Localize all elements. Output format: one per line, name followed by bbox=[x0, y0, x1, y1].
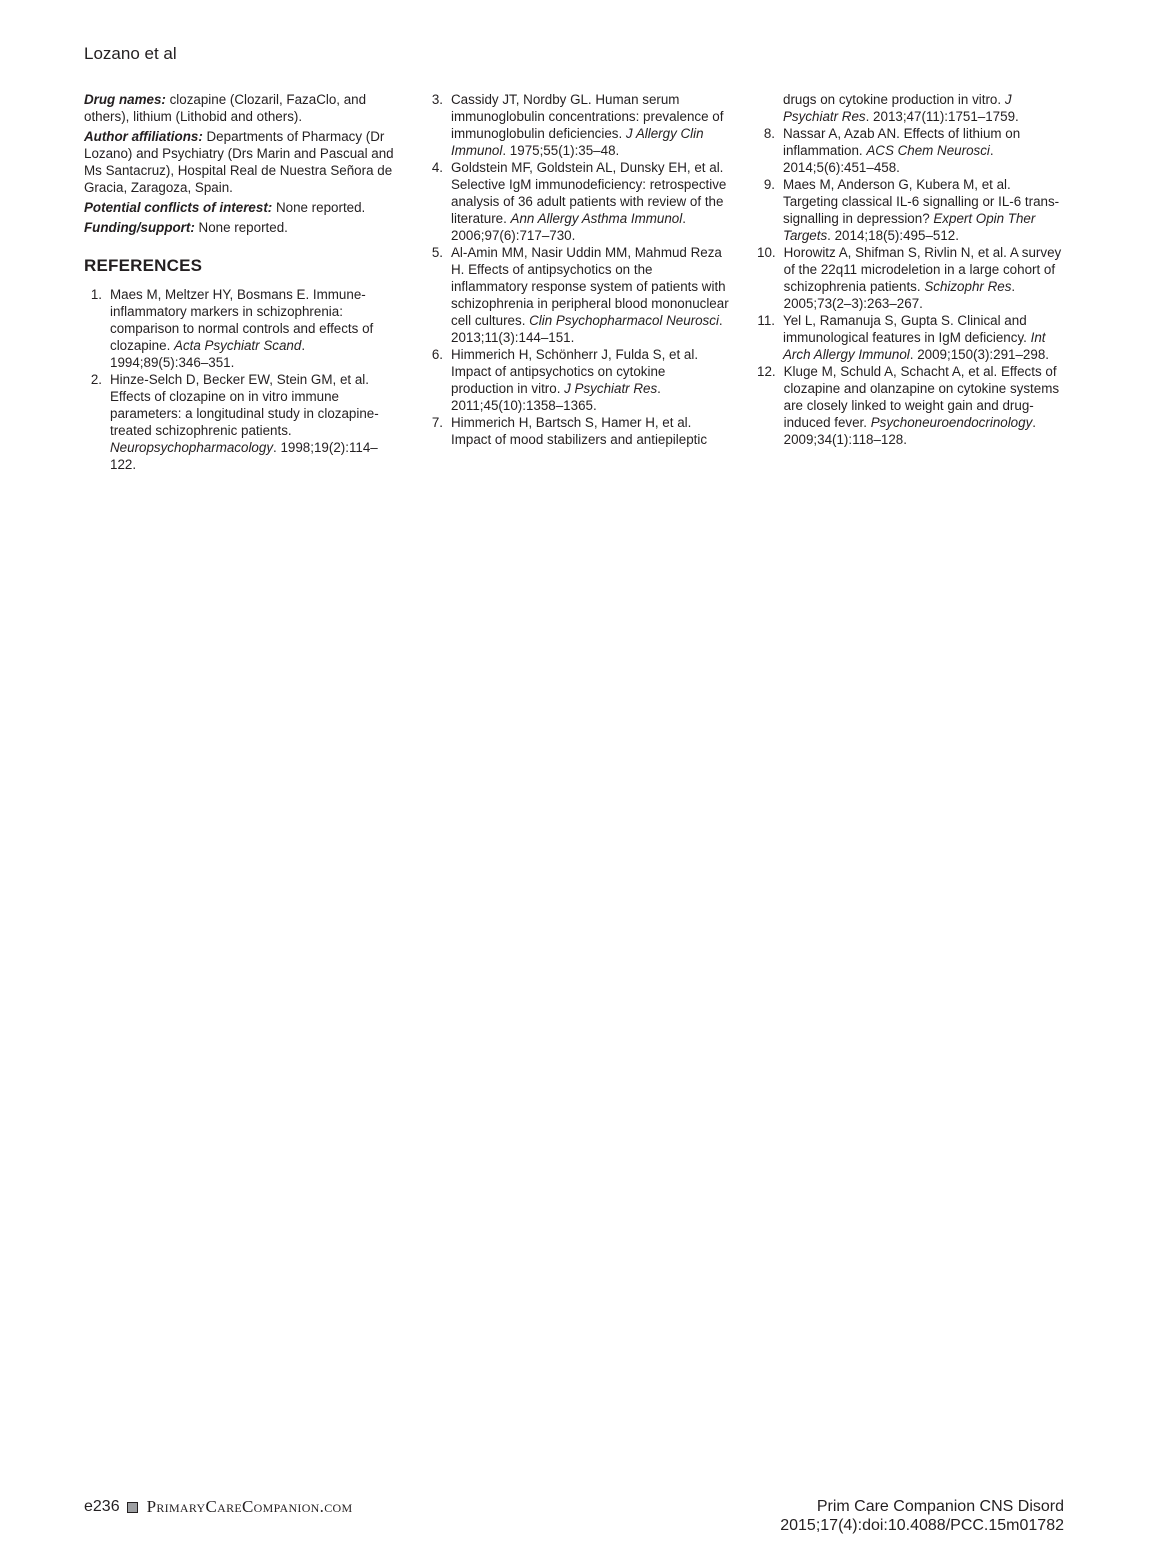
reference-text bbox=[784, 244, 1067, 312]
reference-text bbox=[783, 176, 1067, 244]
running-head: Lozano et al bbox=[84, 44, 177, 63]
reference-text bbox=[451, 159, 730, 244]
reference-number: 10. bbox=[757, 245, 776, 260]
article-meta bbox=[84, 91, 396, 236]
reference-body: Hinze-Selch D, Becker EW, Stein GM, et al. Effects of clozapine on in vitro immune parameters: a longitudinal study in clozapine-treated schizophrenic patients. bbox=[110, 372, 379, 438]
reference-text bbox=[451, 414, 730, 448]
reference-citation: . 2009;150(3):291–298. bbox=[909, 347, 1049, 362]
reference-journal: Psychoneuroendocrinology bbox=[870, 415, 1033, 430]
author-affiliations-text: Departments of Pharmacy (Dr Lozano) and Psychiatry (Drs Marin and Pascual and Ms Santacruz), Hospital Real de Nuestra Señora de Gracia, Zaragoza, Spain. bbox=[84, 129, 394, 195]
reference-body: Goldstein MF, Goldstein AL, Dunsky EH, et al. Selective IgM immunodeficiency: retrospective analysis of 36 adult patients with review of the literature. bbox=[451, 160, 727, 226]
funding-text: None reported. bbox=[194, 220, 288, 235]
column-3 bbox=[757, 91, 1067, 448]
reference-citation: . 2013;47(11):1751–1759. bbox=[865, 109, 1019, 124]
drug-names-text: clozapine (Clozaril, FazaClo, and others), lithium (Lithobid and others). bbox=[84, 92, 367, 124]
reference-body: Maes M, Anderson G, Kubera M, et al. Targeting classical IL-6 signalling or IL-6 trans-signalling in depression? bbox=[783, 177, 1060, 226]
reference-item bbox=[757, 125, 1067, 176]
reference-text bbox=[784, 363, 1067, 448]
reference-number: 8. bbox=[763, 126, 775, 141]
reference-journal: ACS Chem Neurosci bbox=[866, 143, 990, 158]
reference-text bbox=[110, 286, 396, 371]
reference-text bbox=[783, 312, 1067, 363]
reference-list-3 bbox=[757, 125, 1067, 448]
drug-names-label: Drug names: bbox=[84, 92, 166, 107]
reference-citation: . 2014;5(6):451–458. bbox=[783, 143, 994, 175]
reference-number: 5. bbox=[431, 245, 443, 260]
footer-right bbox=[780, 1497, 1064, 1535]
reference-body: Kluge M, Schuld A, Schacht A, et al. Effects of clozapine and olanzapine on cytokine systems are closely linked to weight gain and drug-induced fever. bbox=[783, 364, 1060, 430]
reference-item bbox=[757, 244, 1067, 312]
drug-names bbox=[84, 91, 396, 125]
conflicts-of-interest bbox=[84, 199, 396, 216]
reference-continuation bbox=[757, 91, 1067, 125]
reference-text bbox=[783, 125, 1067, 176]
reference-journal: Clin Psychopharmacol Neurosci bbox=[529, 313, 719, 328]
reference-number: 12. bbox=[757, 364, 776, 379]
reference-journal: Expert Opin Ther Targets bbox=[783, 211, 1036, 243]
reference-citation: . 2011;45(10):1358–1365. bbox=[451, 381, 661, 413]
reference-body: drugs on cytokine production in vitro. bbox=[783, 92, 1005, 107]
reference-item bbox=[425, 91, 730, 159]
conflicts-text: None reported. bbox=[272, 200, 366, 215]
reference-item bbox=[425, 159, 730, 244]
reference-item bbox=[425, 414, 730, 448]
column-1 bbox=[84, 91, 396, 473]
page-number: e236 bbox=[84, 1498, 120, 1515]
reference-text bbox=[451, 346, 730, 414]
reference-item bbox=[425, 346, 730, 414]
reference-citation: . 2006;97(6):717–730. bbox=[451, 211, 686, 243]
reference-item bbox=[757, 176, 1067, 244]
reference-list-2 bbox=[425, 91, 730, 448]
reference-journal: J Psychiatr Res bbox=[564, 381, 658, 396]
square-bullet-icon bbox=[127, 1502, 138, 1513]
reference-number: 2. bbox=[90, 372, 102, 387]
reference-number: 6. bbox=[431, 347, 443, 362]
conflicts-label: Potential conflicts of interest: bbox=[84, 200, 273, 215]
journal-name: Prim Care Companion CNS Disord bbox=[816, 1498, 1064, 1515]
reference-body: Cassidy JT, Nordby GL. Human serum immunoglobulin concentrations: prevalence of immunoglobulin deficiencies. bbox=[451, 92, 724, 141]
reference-citation: . 1994;89(5):346–351. bbox=[110, 338, 306, 370]
reference-number: 4. bbox=[431, 160, 443, 175]
funding-label: Funding/support: bbox=[84, 220, 195, 235]
reference-number: 3. bbox=[431, 92, 443, 107]
reference-citation: . 2014;18(5):495–512. bbox=[827, 228, 959, 243]
references-heading: REFERENCES bbox=[84, 256, 203, 275]
reference-number: 9. bbox=[763, 177, 775, 192]
reference-item bbox=[425, 244, 730, 346]
footer-left bbox=[84, 1497, 352, 1517]
site-link[interactable]: PrimaryCareCompanion.com bbox=[146, 1497, 353, 1516]
reference-number: 7. bbox=[431, 415, 443, 430]
reference-body: Al-Amin MM, Nasir Uddin MM, Mahmud Reza H. Effects of antipsychotics on the inflammatory response system of patients with schizophrenia in peripheral blood mononuclear cell cultures. bbox=[451, 245, 729, 328]
reference-item bbox=[84, 286, 396, 371]
reference-citation: . 1975;55(1):35–48. bbox=[502, 143, 620, 158]
funding-support bbox=[84, 219, 396, 236]
reference-citation: . 2005;73(2–3):263–267. bbox=[783, 279, 1016, 311]
reference-item bbox=[84, 371, 396, 473]
reference-number: 1. bbox=[90, 287, 102, 302]
reference-body: Yel L, Ramanuja S, Gupta S. Clinical and immunological features in IgM deficiency. bbox=[783, 313, 1031, 345]
reference-text bbox=[110, 371, 396, 473]
reference-body: Maes M, Meltzer HY, Bosmans E. Immune-inflammatory markers in schizophrenia: comparison to normal controls and effects of clozapine. bbox=[110, 287, 374, 353]
reference-text bbox=[451, 244, 730, 346]
author-affiliations-label: Author affiliations: bbox=[84, 129, 203, 144]
reference-journal: Acta Psychiatr Scand bbox=[174, 338, 302, 353]
reference-body: Himmerich H, Schönherr J, Fulda S, et al. Impact of antipsychotics on cytokine production in vitro. bbox=[451, 347, 699, 396]
reference-citation: . 2009;34(1):118–128. bbox=[783, 415, 1037, 447]
reference-journal: J Allergy Clin Immunol bbox=[451, 126, 704, 158]
journal-doi: 2015;17(4):doi:10.4088/PCC.15m01782 bbox=[780, 1517, 1064, 1534]
reference-journal: Ann Allergy Asthma Immunol bbox=[510, 211, 683, 226]
reference-citation: . 1998;19(2):114–122. bbox=[110, 440, 378, 472]
reference-number: 11. bbox=[757, 313, 775, 328]
reference-text bbox=[451, 91, 730, 159]
reference-list-1 bbox=[84, 286, 396, 473]
reference-body: Nassar A, Azab AN. Effects of lithium on inflammation. bbox=[783, 126, 1021, 158]
reference-item bbox=[757, 363, 1067, 448]
reference-journal: Int Arch Allergy Immunol bbox=[783, 330, 1046, 362]
reference-citation: . 2013;11(3):144–151. bbox=[451, 313, 723, 345]
reference-body: Horowitz A, Shifman S, Rivlin N, et al. A survey of the 22q11 microdeletion in a large cohort of schizophrenia patients. bbox=[783, 245, 1062, 294]
author-affiliations bbox=[84, 128, 396, 196]
reference-journal: Neuropsychopharmacology bbox=[110, 440, 274, 455]
reference-item bbox=[757, 312, 1067, 363]
reference-body: Himmerich H, Bartsch S, Hamer H, et al. Impact of mood stabilizers and antiepileptic bbox=[451, 415, 708, 447]
reference-journal: J Psychiatr Res bbox=[783, 92, 1012, 124]
column-2 bbox=[425, 91, 730, 448]
reference-journal: Schizophr Res bbox=[924, 279, 1012, 294]
